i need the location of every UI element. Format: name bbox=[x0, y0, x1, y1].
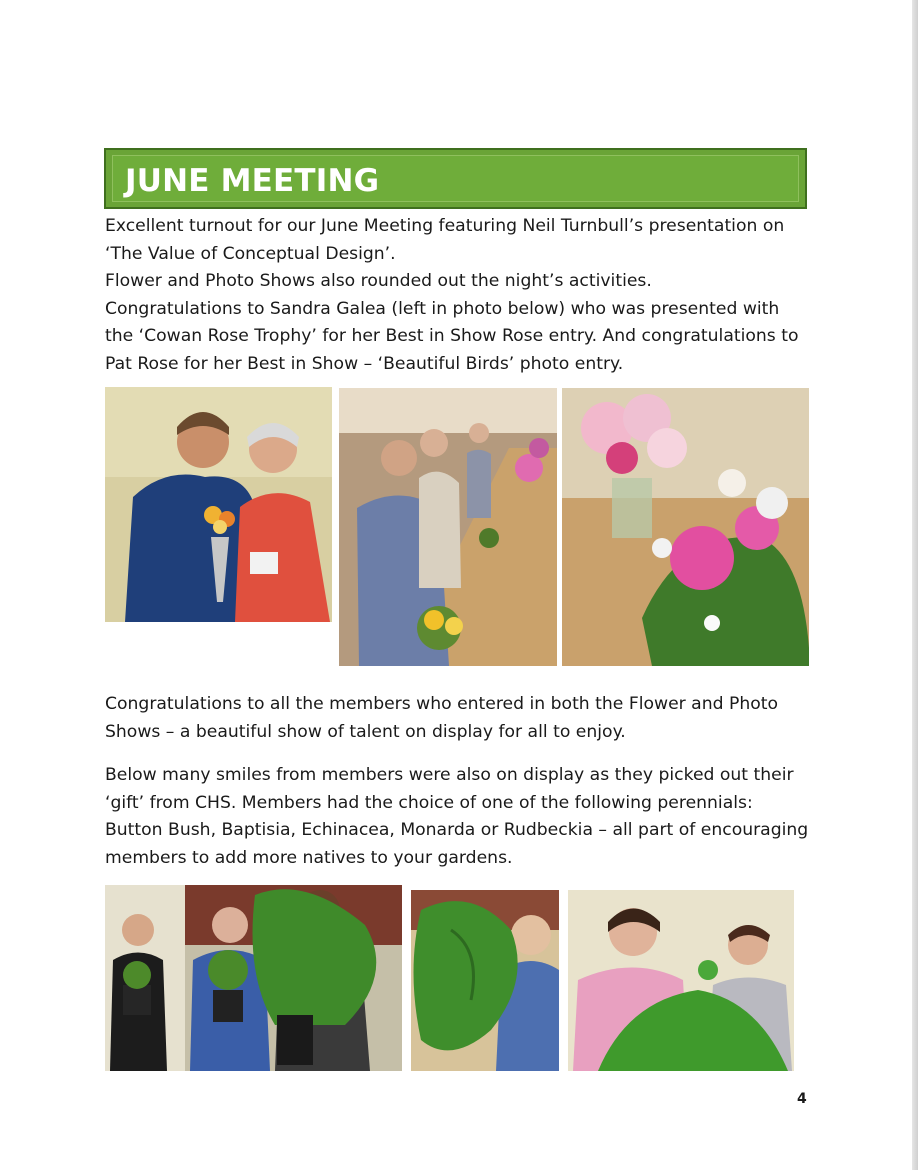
page-number: 4 bbox=[797, 1091, 807, 1107]
photo-two-members-with-plants bbox=[568, 890, 794, 1071]
page-edge bbox=[912, 0, 918, 1170]
photo-member-with-shrub bbox=[411, 890, 559, 1071]
intro-paragraph: Excellent turnout for our June Meeting featuring Neil Turnbull’s presentation on ‘The Value of Conceptual Design’. Flower and Photo Shows also rounded out the night’s activities. Congratulations to Sandra Galea (left in photo below) who was presented with the ‘Cowan Rose Trophy’ for her Best in Show Rose entry. And congratulations to Pat Rose for her Best in Show – ‘Beautiful Birds’ photo entry. bbox=[105, 216, 799, 374]
congrats-paragraph: Congratulations to all the members who entered in both the Flower and Photo Shows – a beautiful show of talent on display for all to enjoy. bbox=[105, 694, 778, 742]
photo-trophy-presentation bbox=[105, 387, 332, 622]
section-title: JUNE MEETING bbox=[125, 163, 380, 199]
photo-members-with-plants bbox=[105, 885, 402, 1071]
section-banner bbox=[104, 148, 807, 209]
photo-rose-arrangement bbox=[562, 388, 809, 666]
gift-paragraph: Below many smiles from members were also on display as they picked out their ‘gift’ from CHS. Members had the choice of one of the following perennials: Button Bush, Baptisia, Echinacea, Monarda or Rudbeckia – all part of encouraging members to add more natives to your gardens. bbox=[105, 765, 809, 868]
photo-flower-show-hall bbox=[339, 388, 557, 666]
